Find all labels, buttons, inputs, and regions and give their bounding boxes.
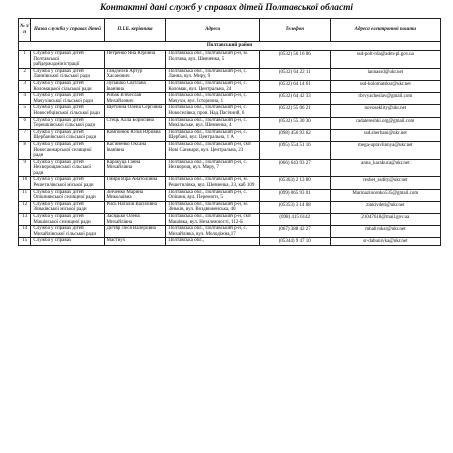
cell-addr: Полтавська обл., Полтавський р-н, с. Мачухи, вул. Історична, 1 — [166, 93, 259, 105]
cell-resp: Каракуца Ганна Михайлівна — [104, 159, 166, 177]
table-row — [19, 189, 441, 201]
cell-num: 4 — [19, 93, 31, 105]
cell-mail: ssd-polt-rda@adm-pl.gov.ua — [330, 51, 440, 69]
header-name: Назва служби у справах дітей — [31, 19, 104, 42]
cell-name: Служба у справах дітей Полтавської райдержадміністрації — [31, 51, 104, 69]
header-resp: П.І.Б. керівника — [104, 19, 166, 42]
cell-name: Служба у справах дітей Мачухівської сільської ради — [31, 93, 104, 105]
cell-phone: (0532) 64 14 61 — [259, 80, 330, 92]
cell-phone: (066) 643 93 27 — [259, 159, 330, 177]
cell-name: Служба у справах дітей Нехворощанської сільської ради — [31, 159, 104, 177]
table-body — [19, 42, 441, 246]
cell-name: Служба у справах дітей Опішнянської селищної ради — [31, 189, 104, 201]
cell-addr: Полтавська обл., Полтавський р-н, с. Ланна, вул. Миру, 9 — [166, 68, 259, 80]
table-row — [19, 129, 441, 141]
cell-mail: anna_karakuca@ukr.net — [330, 159, 440, 177]
cell-name: Служба у справах дітей Терешківської сільської ради — [31, 117, 104, 129]
cell-phone: (067) 388 42 27 — [259, 226, 330, 238]
cell-addr: Полтавська обл., Полтавський р-н, м. Полтава, вул. Шевченка, 5 — [166, 51, 259, 69]
cell-addr: Полтавська обл., Полтавський р-н, с. Михайлівка, вул. Молодіжна,17 — [166, 226, 259, 238]
cell-addr: Полтавська обл., Полтавський р-н, с. Коломак, вул. Центральна, 24 — [166, 80, 259, 92]
table-row — [19, 226, 441, 238]
cell-addr: Полтавська обл., Полтавський р-н, смт Машівка, вул. Незалежності, 112-Б — [166, 214, 259, 226]
cell-addr: Полтавська обл., Полтавський р-н, смт Нові Санжари, вул. Центральна, 23 — [166, 141, 259, 159]
region-label: Полтавський район — [19, 42, 441, 51]
cell-addr: Полтавська обл., Полтавський р-н, с. Опішня, вул. Перемоги, 5 — [166, 189, 259, 201]
cell-phone: (05353) 3 14 08 — [259, 201, 330, 213]
cell-mail: zinkivdeti@ukr.net — [330, 201, 440, 213]
cell-num: 15 — [19, 238, 31, 246]
table-row — [19, 141, 441, 159]
cell-mail: sr-dabunivka@ukr.net — [330, 238, 440, 246]
table-row — [19, 214, 441, 226]
cell-num: 7 — [19, 129, 31, 141]
cell-phone: (0532) 64 22 11 — [259, 68, 330, 80]
cell-resp: Стець Алла Борисівна — [104, 117, 166, 129]
contacts-table — [18, 18, 441, 246]
header-mail: Адреса електронної пошти — [330, 19, 440, 42]
cell-resp: Мастиух — [104, 238, 166, 246]
cell-mail: lannassd@ukr.net — [330, 68, 440, 80]
document-title: Контактні дані служб у справах дітей Полтавської області — [99, 3, 354, 13]
cell-name: Служба у справах дітей Новосебцівської сільської ради — [31, 105, 104, 117]
cell-addr: Полтавська обл., Полтавський р-н, с. Нехворощ, вул. Миру, 7 — [166, 159, 259, 177]
cell-phone: (099) 065 93 01 — [259, 189, 330, 201]
cell-resp: Рись Наталія Василівна — [104, 201, 166, 213]
cell-mail: radatereshki.org@gmail.com — [330, 117, 440, 129]
cell-mail: rbrvyacheslav@gmail.com — [330, 93, 440, 105]
cell-num: 14 — [19, 226, 31, 238]
cell-num: 1 — [19, 51, 31, 69]
cell-addr: Полтавська обл., Полтавський р-н, с. Новоселівка, пров. Над.Пасічний, 6 — [166, 105, 259, 117]
cell-phone: (0532) 64 42 33 — [259, 93, 330, 105]
table-header-row — [19, 19, 441, 42]
cell-resp: Гмиря Віра Анатоліївна — [104, 177, 166, 189]
cell-addr: Полтавська обл., Полтавський р-н, с. Щербані, вул. Центральна, 1 А — [166, 129, 259, 141]
cell-addr: Полтавська обл., — [166, 238, 259, 246]
cell-mail: reshet_ssdity@ukr.net — [330, 177, 440, 189]
cell-phone: (098) 456 93 62 — [259, 129, 330, 141]
cell-name: Служба у справах дітей Щербанівської сільської ради — [31, 129, 104, 141]
header-num: № з/п — [19, 19, 31, 42]
cell-mail: ssd.sherbani@ukr.net — [330, 129, 440, 141]
table-row — [19, 105, 441, 117]
cell-phone: (0532) 55 06 21 — [259, 105, 330, 117]
cell-addr: Полтавська обл., Полтавський р-н, м. Зіньків, вул. Воздвиженська, 40 — [166, 201, 259, 213]
cell-name: Служба у справах дітей Зіньківської міської ради — [31, 201, 104, 213]
cell-phone: (0532) 55 30 30 — [259, 117, 330, 129]
cell-name: Служба у справах дітей Новосанжарської селищної ради — [31, 141, 104, 159]
cell-num: 12 — [19, 201, 31, 213]
cell-resp: Засядько Олена Михайлівна — [104, 214, 166, 226]
cell-num: 5 — [19, 105, 31, 117]
cell-num: 11 — [19, 189, 31, 201]
cell-phone: (095) 554 51 16 — [259, 141, 330, 159]
cell-resp: Гандзелєв Артур Хасанович — [104, 68, 166, 80]
cell-num: 9 — [19, 159, 31, 177]
table-row — [19, 201, 441, 213]
table-row — [19, 68, 441, 80]
cell-mail: novoseklity@ukr.net — [330, 105, 440, 117]
table-row — [19, 159, 441, 177]
cell-resp: Рибак В'ячеслав Михайлович — [104, 93, 166, 105]
table-row — [19, 117, 441, 129]
cell-num: 2 — [19, 68, 31, 80]
cell-resp: Лупашко Світлана Іванівна — [104, 80, 166, 92]
cell-addr: Полтавська обл., Полтавський р-н, с. Микільське, вул. Шевченка, 4 — [166, 117, 259, 129]
cell-addr: Полтавська обл., Полтавський р-н, м. Решетилівка, вул. Шевченка, 23, каб 109 — [166, 177, 259, 189]
cell-num: 3 — [19, 80, 31, 92]
cell-mail: 21047618@mail.gov.ua — [330, 214, 440, 226]
cell-phone: (0532) 56 16 06 — [259, 51, 330, 69]
cell-name: Служба у справах дітей Михайлівської сільської ради — [31, 226, 104, 238]
header-addr: Адреса — [166, 19, 259, 42]
cell-name: Служба у справах дітей Ланнівської сільської ради — [31, 68, 104, 80]
cell-resp: Щетініна Олена Сергіївна — [104, 105, 166, 117]
cell-phone: (05363) 2 13 80 — [259, 177, 330, 189]
cell-resp: Дігтяр Леся Валеріївна — [104, 226, 166, 238]
table-row — [19, 93, 441, 105]
header-phone: Телефон — [259, 19, 330, 42]
table-row — [19, 51, 441, 69]
cell-mail: ssd-kolomatsksr@ukr.net — [330, 80, 440, 92]
cell-name: Служба у справах — [31, 238, 104, 246]
cell-resp: Петренко Яна Юріївна — [104, 51, 166, 69]
cell-name: Служба у справах дітей Машівської селищної ради — [31, 214, 104, 226]
cell-mail: mhalivsksr@ukr.net — [330, 226, 440, 238]
cell-mail: Marinazincenko535@gmail.com — [330, 189, 440, 201]
cell-resp: Зінченко Марина Миколаївна — [104, 189, 166, 201]
cell-phone: (05344) 9 47 10 — [259, 238, 330, 246]
cell-num: 8 — [19, 141, 31, 159]
cell-resp: Кас'яненко Оксана Іванівна — [104, 141, 166, 159]
cell-num: 10 — [19, 177, 31, 189]
region-row — [19, 42, 441, 51]
cell-mail: mega-upravlinnya@ukr.net — [330, 141, 440, 159]
cell-num: 6 — [19, 117, 31, 129]
table-row — [19, 177, 441, 189]
table-row — [19, 80, 441, 92]
cell-num: 13 — [19, 214, 31, 226]
cell-resp: Компонюк Юлія Юріївна — [104, 129, 166, 141]
cell-name: Служба у справах дітей Решетилівської міської ради — [31, 177, 104, 189]
table-row — [19, 238, 441, 246]
cell-name: Служба у справах дітей Коломацької сільської ради — [31, 80, 104, 92]
cell-phone: (098) 415 6142 — [259, 214, 330, 226]
